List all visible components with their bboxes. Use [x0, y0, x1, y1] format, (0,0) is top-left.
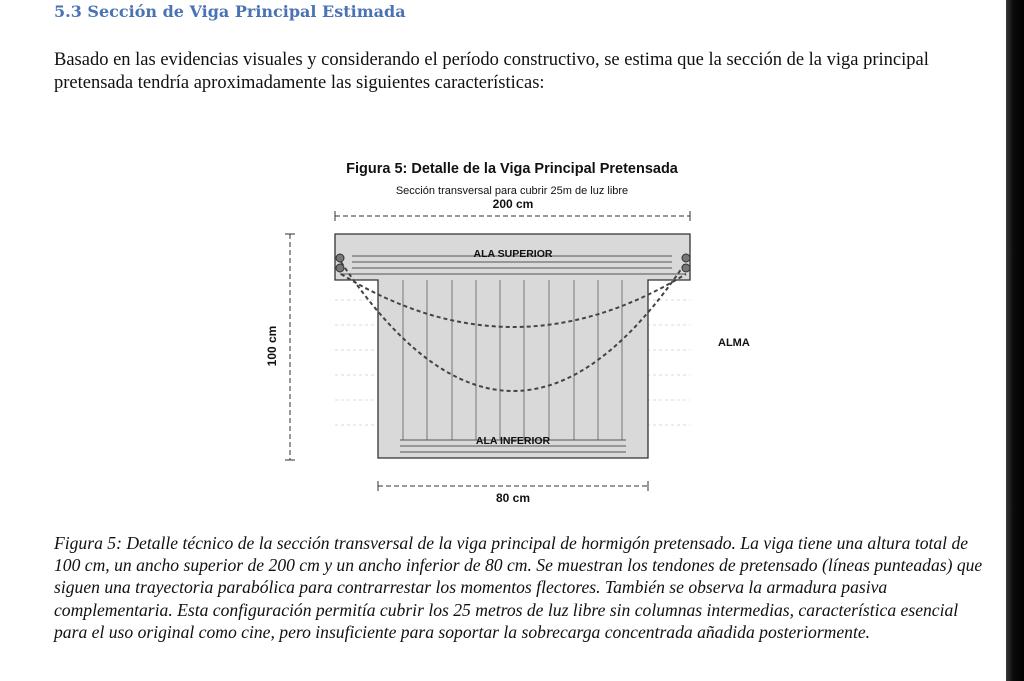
figure-subtitle: Sección transversal para cubrir 25m de luz libre — [395, 185, 629, 197]
dim-bottom-line — [378, 481, 648, 491]
section-heading: 5.3 Sección de Viga Principal Estimada — [54, 2, 406, 21]
dim-height-label: 100 cm — [265, 325, 279, 367]
intro-paragraph: Basado en las evidencias visuales y considerando el período constructivo, se estima que la sección de la viga principal pretensada tendría aproximadamente las siguientes características: — [54, 50, 929, 93]
dim-top-label: 200 cm — [492, 197, 534, 211]
bottom-flange-label: ALA INFERIOR — [475, 435, 551, 447]
top-flange-label: ALA SUPERIOR — [473, 248, 553, 260]
figure-caption: Figura 5: Detalle técnico de la sección transversal de la viga principal de hormigón pretensado. La viga tiene una altura total de 100 cm, un ancho superior de 200 cm y un ancho inferior de 80 cm. Se muestran los tendones de pretensado (líneas punteadas) que siguen una trayectoria parabólica para contrarrestar los momentos flectores. También se observa la armadura pasiva complementaria. Esta configuración permitía cubrir los 25 metros de luz libre sin columnas intermedias, característica esencial para el uso original como cine, pero insuficiente para soportar la sobrecarga concentrada añadida posteriormente. — [54, 533, 983, 642]
window-edge — [1006, 0, 1024, 681]
dim-top-line — [335, 211, 690, 221]
figure-title: Figura 5: Detalle de la Viga Principal Pretensada — [346, 161, 678, 177]
web-label: ALMA — [718, 337, 750, 349]
dim-bottom-label: 80 cm — [495, 491, 531, 505]
dim-height-line — [285, 234, 295, 460]
